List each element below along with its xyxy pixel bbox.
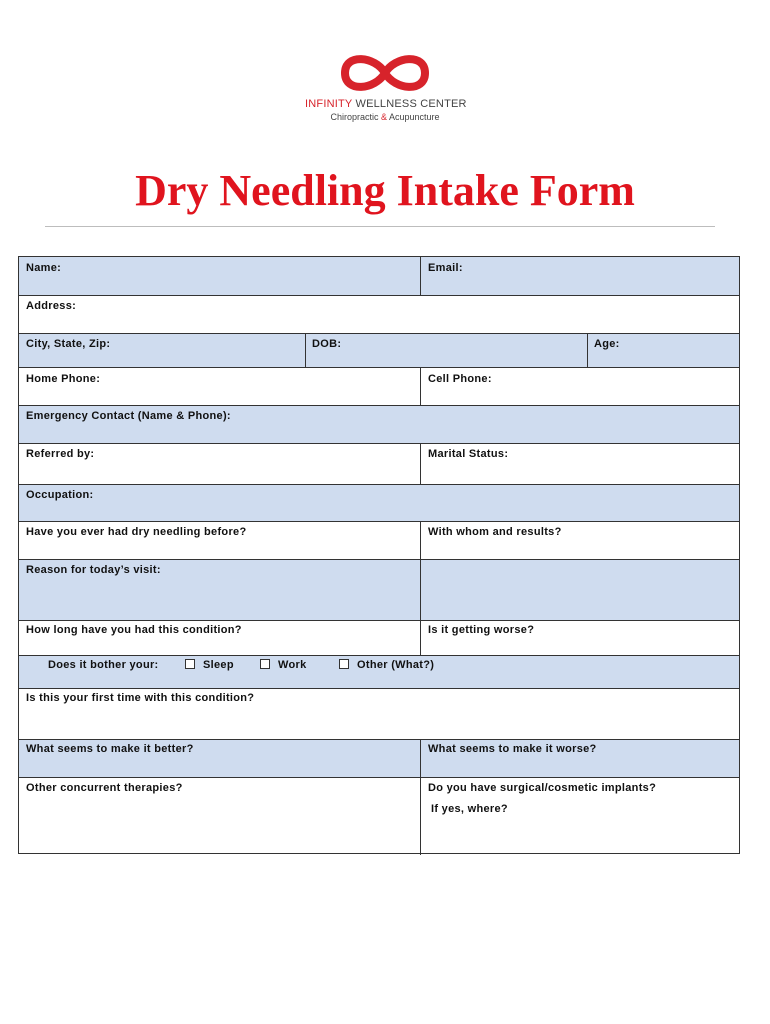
row-bother bbox=[19, 656, 739, 689]
getting-worse-field[interactable] bbox=[420, 621, 739, 655]
referred-by-field[interactable] bbox=[19, 444, 420, 484]
therapies-label: Other concurrent therapies? bbox=[26, 782, 183, 794]
infinity-logo-icon bbox=[335, 48, 435, 98]
dry-needling-before-label: Have you ever had dry needling before? bbox=[26, 526, 247, 538]
first-time-label: Is this your first time with this condition? bbox=[26, 692, 255, 704]
brand-name-part2: WELLNESS CENTER bbox=[352, 98, 467, 110]
therapies-field[interactable] bbox=[19, 778, 420, 855]
bother-option-other[interactable] bbox=[339, 659, 434, 671]
emergency-contact-label: Emergency Contact (Name & Phone): bbox=[26, 410, 231, 422]
city-state-zip-label: City, State, Zip: bbox=[26, 338, 111, 350]
cell-phone-label: Cell Phone: bbox=[428, 373, 492, 385]
reason-visit-field[interactable] bbox=[19, 560, 420, 620]
row-occupation bbox=[19, 485, 739, 522]
home-phone-field[interactable] bbox=[19, 368, 420, 405]
how-long-field[interactable] bbox=[19, 621, 420, 655]
reason-visit-extra-field[interactable] bbox=[420, 560, 739, 620]
referred-by-label: Referred by: bbox=[26, 448, 95, 460]
row-phones bbox=[19, 368, 739, 406]
address-field[interactable] bbox=[19, 296, 739, 333]
reason-visit-label: Reason for today’s visit: bbox=[26, 564, 161, 576]
intake-form bbox=[18, 256, 740, 854]
tagline-ampersand: & bbox=[380, 112, 387, 122]
implants-where-label: If yes, where? bbox=[431, 803, 508, 815]
page-title: Dry Needling Intake Form bbox=[135, 166, 635, 215]
emergency-contact-field[interactable] bbox=[19, 406, 739, 443]
name-field[interactable] bbox=[19, 257, 420, 295]
city-state-zip-field[interactable] bbox=[19, 334, 305, 367]
email-field[interactable] bbox=[420, 257, 739, 295]
worse-field[interactable] bbox=[420, 740, 739, 777]
implants-field[interactable] bbox=[420, 778, 739, 855]
home-phone-label: Home Phone: bbox=[26, 373, 101, 385]
marital-status-field[interactable] bbox=[420, 444, 739, 484]
dob-label: DOB: bbox=[312, 338, 342, 350]
brand-tagline bbox=[305, 112, 465, 122]
other-checkbox[interactable] bbox=[339, 659, 349, 669]
row-address bbox=[19, 296, 739, 334]
name-label: Name: bbox=[26, 262, 62, 274]
better-field[interactable] bbox=[19, 740, 420, 777]
row-dry-needling bbox=[19, 522, 739, 560]
better-label: What seems to make it better? bbox=[26, 743, 194, 755]
occupation-label: Occupation: bbox=[26, 489, 94, 501]
other-option-label: Other (What?) bbox=[357, 659, 435, 671]
getting-worse-label: Is it getting worse? bbox=[428, 624, 535, 636]
with-whom-label: With whom and results? bbox=[428, 526, 562, 538]
age-label: Age: bbox=[594, 338, 620, 350]
tagline-part2: Acupuncture bbox=[386, 112, 440, 122]
row-referred-marital bbox=[19, 444, 739, 485]
first-time-field[interactable] bbox=[19, 689, 739, 739]
address-label: Address: bbox=[26, 300, 77, 312]
brand-name bbox=[305, 98, 465, 110]
how-long-label: How long have you had this condition? bbox=[26, 624, 242, 636]
row-city-dob-age bbox=[19, 334, 739, 368]
bother-label: Does it bother your: bbox=[48, 659, 159, 671]
sleep-checkbox[interactable] bbox=[185, 659, 195, 669]
with-whom-field[interactable] bbox=[420, 522, 739, 559]
row-name-email bbox=[19, 257, 739, 296]
implants-label: Do you have surgical/cosmetic implants? bbox=[428, 782, 657, 794]
sleep-option-label: Sleep bbox=[203, 659, 234, 671]
bother-option-work[interactable] bbox=[260, 659, 307, 671]
tagline-part1: Chiropractic bbox=[330, 112, 381, 122]
occupation-field[interactable] bbox=[19, 485, 739, 521]
row-emergency bbox=[19, 406, 739, 444]
row-how-long bbox=[19, 621, 739, 656]
logo bbox=[305, 48, 465, 128]
cell-phone-field[interactable] bbox=[420, 368, 739, 405]
dob-field[interactable] bbox=[305, 334, 587, 367]
age-field[interactable] bbox=[587, 334, 739, 367]
work-checkbox[interactable] bbox=[260, 659, 270, 669]
bother-option-sleep[interactable] bbox=[185, 659, 234, 671]
brand-name-part1: INFINITY bbox=[305, 98, 353, 110]
title-divider bbox=[45, 226, 715, 227]
row-first-time bbox=[19, 689, 739, 740]
work-option-label: Work bbox=[278, 659, 307, 671]
worse-label: What seems to make it worse? bbox=[428, 743, 597, 755]
marital-status-label: Marital Status: bbox=[428, 448, 509, 460]
row-therapies-implants bbox=[19, 778, 739, 855]
row-reason bbox=[19, 560, 739, 621]
email-label: Email: bbox=[428, 262, 463, 274]
dry-needling-before-field[interactable] bbox=[19, 522, 420, 559]
row-better-worse bbox=[19, 740, 739, 778]
